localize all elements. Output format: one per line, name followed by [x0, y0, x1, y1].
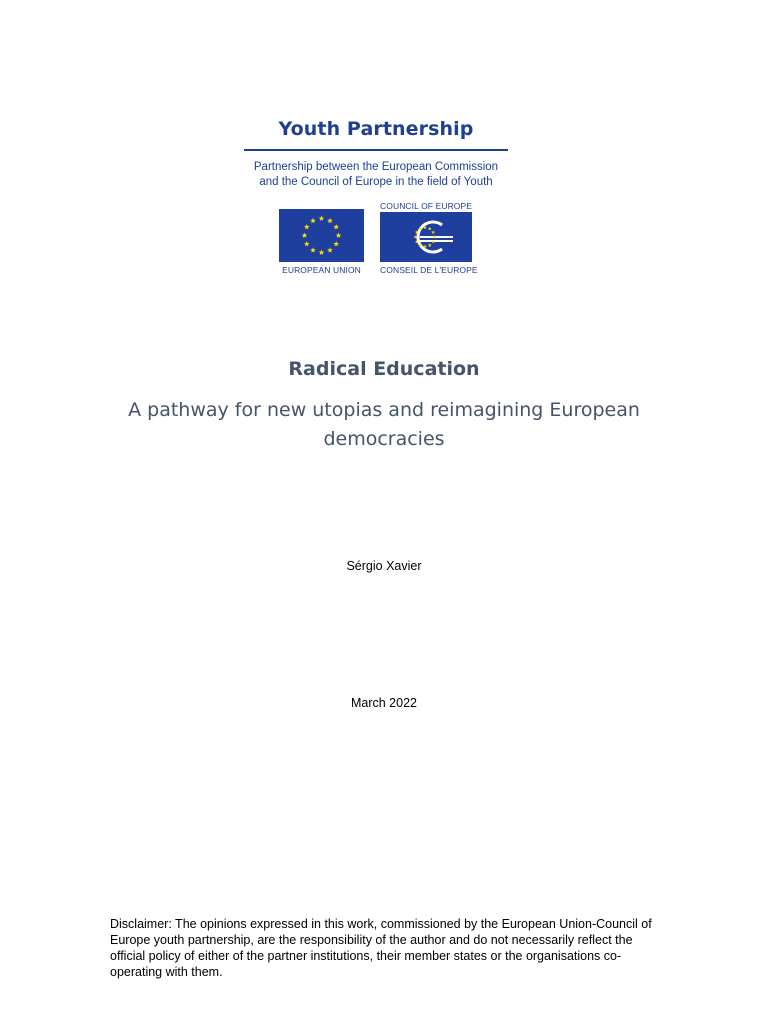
- eu-label: EUROPEAN UNION: [282, 265, 361, 275]
- partnership-subtitle-line-1: Partnership between the European Commission: [253, 161, 499, 173]
- youth-partnership-title: Youth Partnership: [278, 118, 474, 140]
- coe-label-bottom: CONSEIL DE L'EUROPE: [380, 265, 478, 275]
- coe-label-top: COUNCIL OF EUROPE: [380, 201, 473, 211]
- disclaimer-text: Disclaimer: The opinions expressed in this work, commissioned by the European Union-Council of Europe youth partnership, are the responsibility of the author and do not necessarily reflect the official policy of either of the partner institutions, their member states or the organisations co-operating with them.: [110, 917, 652, 979]
- star-icon: [310, 218, 316, 223]
- title-divider: [244, 149, 508, 151]
- star-icon: [333, 241, 339, 246]
- star-icon: [428, 243, 432, 247]
- star-icon: [319, 250, 325, 255]
- document-subtitle: A pathway for new utopias and reimagining European democracies: [128, 399, 640, 450]
- star-icon: [336, 233, 342, 238]
- star-icon: [333, 224, 339, 229]
- star-icon: [302, 233, 308, 238]
- star-icon: [319, 216, 325, 221]
- star-icon: [310, 247, 316, 252]
- partnership-subtitle-line-2: and the Council of Europe in the field of Youth: [259, 176, 493, 188]
- star-icon: [433, 235, 437, 239]
- star-icon: [327, 247, 333, 252]
- publication-date: March 2022: [350, 696, 417, 710]
- star-icon: [431, 230, 435, 234]
- document-title: Radical Education: [288, 358, 480, 380]
- eu-flag-icon: [279, 209, 364, 262]
- council-of-europe-logo-icon: [380, 212, 472, 262]
- star-icon: [304, 224, 310, 229]
- star-icon: [304, 241, 310, 246]
- partnership-subtitle: [244, 160, 508, 190]
- star-icon: [428, 227, 432, 231]
- author-name: Sérgio Xavier: [346, 559, 422, 573]
- star-icon: [327, 218, 333, 223]
